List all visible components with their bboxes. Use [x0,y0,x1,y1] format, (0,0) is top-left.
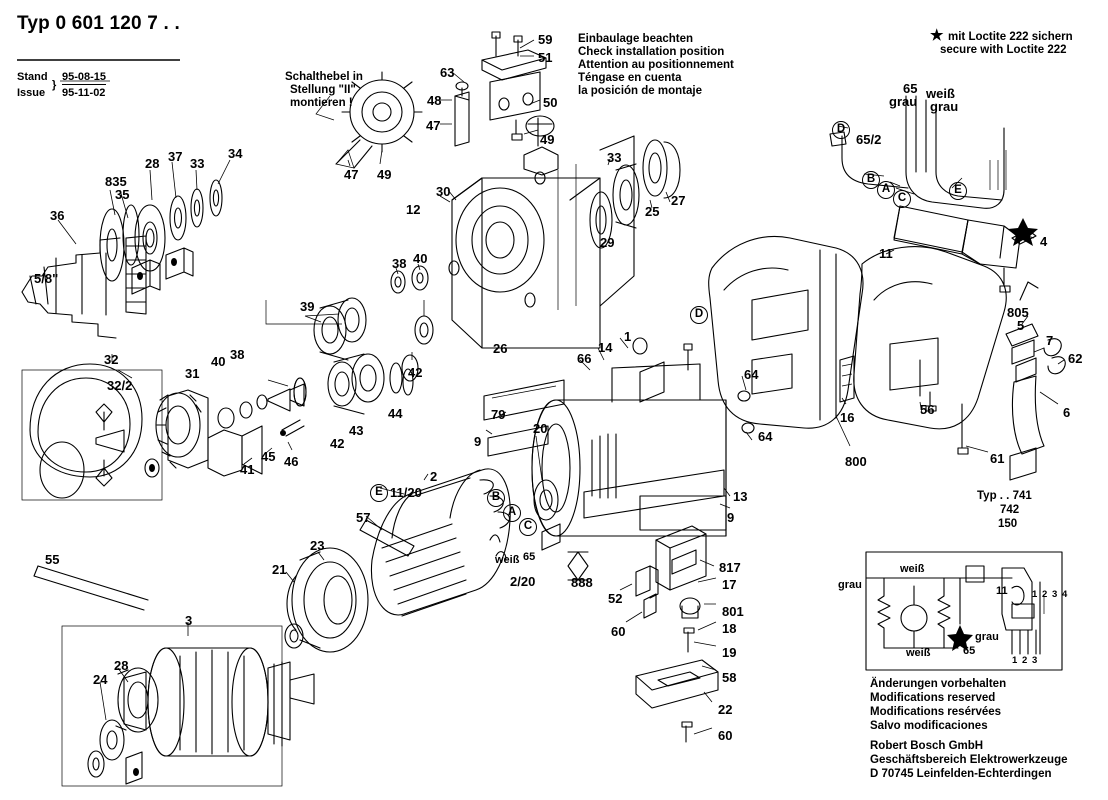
fan-21 [285,548,368,652]
part-callout-39: 39 [300,299,315,314]
part-callout-14: 14 [598,340,613,355]
part-callout-65-2: 65/2 [856,132,882,147]
part-callout-38: 38 [230,347,245,362]
part-callout-9: 9 [727,510,735,525]
part-callout-35: 35 [115,187,130,202]
part-callout-44: 44 [388,406,403,421]
schematic-grau-left: grau [838,579,862,591]
part-callout-18: 18 [722,621,737,636]
part-callout-16: 16 [840,410,855,425]
long-screws [34,520,414,610]
terminal-marker-A: A [877,181,895,199]
part-callout-11: 11 [879,246,893,261]
part-callout-51: 51 [538,50,553,65]
typ-block-3: 150 [998,518,1018,530]
schematic-bnum-1: 1 [1012,655,1018,666]
wire-harness [830,96,1006,208]
part-callout-40: 40 [413,251,428,266]
part-callout-805: 805 [1007,305,1029,320]
part-callout-24: 24 [93,672,108,687]
switch-parts-top [440,32,546,146]
note-lever-2: Stellung "II" [290,84,356,96]
footer-company-3: D 70745 Leinfelden-Echterdingen [870,768,1052,780]
part-callout-43: 43 [349,423,364,438]
armature-3 [62,622,314,786]
part-callout-61: 61 [990,451,1005,466]
gear-housing-32 [22,354,162,500]
part-callout-801: 801 [722,604,744,619]
page-title: Typ 0 601 120 7 . . [17,13,180,34]
switch-block-right [886,206,1038,292]
part-callout-64: 64 [744,367,759,382]
terminal-marker-B: B [487,489,505,507]
part-callout-40: 40 [211,354,226,369]
part-callout-27: 27 [671,193,686,208]
schematic-bnum-3: 3 [1032,655,1038,666]
part-callout-36: 36 [50,208,65,223]
part-callout-6: 6 [1063,405,1071,420]
note-install-1: Einbaulage beachten [578,33,694,45]
typ-block-2: 742 [1000,504,1020,516]
note-lever-1: Schalthebel in [285,71,363,83]
part-callout-47: 47 [426,118,441,133]
part-callout-888: 888 [571,575,593,590]
gear-cluster-39 [266,298,413,414]
part-callout-20: 20 [533,421,548,436]
part-callout-29: 29 [600,235,615,250]
gear-31 [156,390,208,468]
part-callout-47: 47 [344,167,359,182]
part-callout-52: 52 [608,591,623,606]
part-callout-55: 55 [45,552,60,567]
part-callout-wei-: weiß [926,86,955,101]
part-callout-57: 57 [356,510,371,525]
terminal-marker-A: A [503,504,521,522]
part-callout-42: 42 [330,436,345,451]
label-plates [484,380,730,518]
terminal-marker-C: C [893,190,911,208]
footer-mod-3: Modifications resérvées [870,706,1002,718]
part-callout-34: 34 [228,146,243,161]
part-callout-800: 800 [845,454,867,469]
stand-date: 95-08-15 [62,71,107,83]
part-callout-50: 50 [543,95,558,110]
date-brace: } [52,79,57,91]
part-callout-5-8-: 5/8" [34,271,59,286]
part-callout-2: 2 [430,469,438,484]
schematic-num-1: 1 [1032,589,1038,600]
part-callout-79: 79 [491,407,506,422]
note-install-2: Check installation position [578,46,725,58]
part-callout-9: 9 [474,434,482,449]
schematic-bnum-2: 2 [1022,655,1028,666]
part-callout-23: 23 [310,538,325,553]
schematic-11: 11 [996,585,1008,597]
note-install-3: Attention au positionnement [578,59,734,71]
part-callout-60: 60 [611,624,626,639]
issue-label: Issue [17,87,46,99]
part-callout-59: 59 [538,32,553,47]
handle-housing-right [854,247,1006,454]
note-install-5: la posición de montaje [578,85,702,97]
part-callout-17: 17 [722,577,737,592]
part-callout-1: 1 [624,329,632,344]
part-callout-grau: grau [889,94,918,109]
part-callout-26: 26 [493,341,508,356]
terminal-marker-D: D [832,121,850,139]
terminal-marker-C: C [519,518,537,536]
part-callout-835: 835 [105,174,127,189]
footer-mod-4: Salvo modificaciones [870,720,988,732]
note-install-4: Téngase en cuenta [578,72,682,84]
part-callout-grau: grau [930,99,959,114]
part-callout-28: 28 [145,156,160,171]
part-callout-31: 31 [185,366,200,381]
rings-right-of-gearbox [590,140,680,248]
footer-mod-2: Modifications reserved [870,692,996,704]
part-callout-46: 46 [284,454,299,469]
part-callout-38: 38 [392,256,407,271]
footer-mod-1: Änderungen vorbehalten [870,678,1007,690]
schematic-65: 65 [963,645,976,657]
note-lever-3: montieren ! [290,97,353,109]
part-callout-22: 22 [718,702,733,717]
part-callout-66: 66 [577,351,592,366]
part-callout-33: 33 [190,156,205,171]
part-callout-817: 817 [719,560,741,575]
terminal-marker-weiß: weiß [495,554,520,566]
part-callout-49: 49 [540,132,555,147]
part-callout-28: 28 [114,658,129,673]
part-callout-32: 32 [104,352,119,367]
part-callout-37: 37 [168,149,183,164]
terminal-marker-65: 65 [523,551,536,563]
part-callout-19: 19 [722,645,737,660]
issue-date: 95-11-02 [62,87,106,99]
terminal-marker-E: E [949,182,967,200]
note-loctite-2: secure with Loctite 222 [940,44,1067,56]
schematic-weiss-top: weiß [900,563,925,575]
part-callout-3: 3 [185,613,193,628]
part-callout-25: 25 [645,204,660,219]
part-callout-33: 33 [607,150,622,165]
schematic-grau-right: grau [975,631,999,643]
terminal-marker-B: B [862,171,880,189]
stand-label: Stand [17,71,48,83]
footer-company-1: Robert Bosch GmbH [870,740,984,752]
part-callout-56: 56 [920,402,935,417]
part-callout-13: 13 [733,489,748,504]
schematic-weiss-bottom: weiß [906,647,931,659]
part-callout-48: 48 [427,93,442,108]
part-callout-65: 65 [903,81,918,96]
schematic-num-3: 3 [1052,589,1058,600]
schematic-num-4: 4 [1062,589,1068,600]
part-callout-64: 64 [758,429,773,444]
part-callout-62: 62 [1068,351,1083,366]
part-callout-21: 21 [272,562,287,577]
terminal-marker-E: E [370,484,388,502]
motor-housing-66 [532,338,754,536]
part-callout-45: 45 [261,449,276,464]
terminal-marker-D: D [690,306,708,324]
part-callout-2-20: 2/20 [510,574,536,589]
part-callout-63: 63 [440,65,455,80]
typ-block-1: Typ . . 741 [977,490,1032,502]
part-callout-30: 30 [436,184,451,199]
part-callout-5: 5 [1017,318,1025,333]
part-callout-4: 4 [1040,234,1048,249]
part-callout-60: 60 [718,728,733,743]
note-loctite-1: mit Loctite 222 sichern [948,31,1073,43]
gearbox-26 [440,116,634,348]
part-callout-42: 42 [408,365,423,380]
part-callout-32-2: 32/2 [107,378,133,393]
part-callout-11-20: 11/20 [390,485,422,500]
footer-company-2: Geschäftsbereich Elektrowerkzeuge [870,754,1068,766]
brush-holders [620,526,718,742]
part-callout-49: 49 [377,167,392,182]
part-callout-12: 12 [406,202,421,217]
part-callout-58: 58 [722,670,737,685]
schematic-num-2: 2 [1042,589,1048,600]
star-icon: ★ [930,27,944,44]
part-callout-7: 7 [1046,333,1054,348]
part-callout-41: 41 [240,462,255,477]
bearing-20 [534,436,560,550]
